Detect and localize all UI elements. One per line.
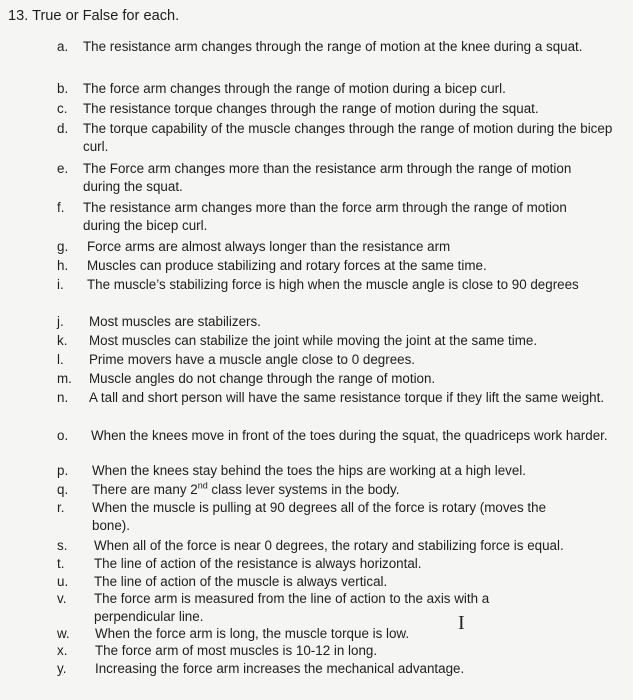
item-letter: g. <box>57 239 69 254</box>
item-letter: a. <box>57 39 69 54</box>
item-text-after: class lever systems in the body. <box>207 482 400 497</box>
item-letter: j. <box>57 314 64 329</box>
item-letter: p. <box>57 463 69 478</box>
item-text: The torque capability of the muscle changes through the range of motion during the bicep curl. <box>83 121 613 154</box>
item-f <box>57 199 593 235</box>
item-letter: i. <box>57 277 64 292</box>
item-text: The muscle’s stabilizing force is high when the muscle angle is close to 90 degrees <box>87 277 579 292</box>
item-l <box>57 351 613 369</box>
item-text: When the force arm is long, the muscle torque is low. <box>95 626 410 641</box>
item-letter: s. <box>57 538 68 553</box>
item-p <box>57 462 623 480</box>
item-b <box>57 80 613 98</box>
item-j <box>57 313 613 331</box>
item-text: The line of action of the resistance is always horizontal. <box>94 556 422 571</box>
item-letter: n. <box>57 390 69 405</box>
item-letter: q. <box>57 482 69 497</box>
item-c <box>57 100 613 118</box>
ordinal-suffix: nd <box>197 480 208 491</box>
item-n <box>57 389 623 425</box>
item-text-before: There are many 2 <box>92 482 198 497</box>
item-h <box>57 257 613 275</box>
item-text: Increasing the force arm increases the mechanical advantage. <box>95 661 465 676</box>
item-text: When the knees stay behind the toes the hips are working at a high level. <box>92 463 526 478</box>
item-text: The line of action of the muscle is always vertical. <box>94 574 388 589</box>
item-letter: f. <box>57 200 65 215</box>
item-t <box>57 555 613 573</box>
item-text: The Force arm changes more than the resistance arm through the range of motion during the squat. <box>83 161 572 194</box>
item-text: When all of the force is near 0 degrees, the rotary and stabilizing force is equal. <box>94 538 564 553</box>
item-s <box>57 537 623 555</box>
item-o <box>57 427 623 463</box>
item-w <box>57 625 623 643</box>
item-letter: e. <box>57 161 69 176</box>
item-letter: o. <box>57 428 69 443</box>
item-letter: r. <box>57 500 65 515</box>
item-text: Muscles can produce stabilizing and rotary forces at the same time. <box>87 258 487 273</box>
item-e <box>57 160 593 196</box>
item-letter: w. <box>57 626 70 641</box>
item-letter: h. <box>57 258 69 273</box>
item-letter: v. <box>57 591 67 606</box>
item-g <box>57 238 613 256</box>
item-letter: b. <box>57 81 69 96</box>
item-letter: x. <box>57 643 68 658</box>
item-text: The resistance torque changes through the range of motion during the squat. <box>83 101 539 116</box>
item-letter: t. <box>57 556 65 571</box>
item-text: The force arm changes through the range of motion during a bicep curl. <box>83 81 506 96</box>
item-text: The force arm is measured from the line of action to the axis with a perpendicular line. <box>94 591 490 624</box>
item-letter: m. <box>57 371 72 386</box>
item-u <box>57 573 613 591</box>
item-q <box>57 481 623 499</box>
item-i <box>57 276 583 312</box>
item-text: Most muscles can stabilize the joint while moving the joint at the same time. <box>89 333 538 348</box>
item-text: Prime movers have a muscle angle close to 0 degrees. <box>89 352 415 367</box>
item-letter: d. <box>57 121 69 136</box>
item-a <box>57 38 613 74</box>
item-d <box>57 120 623 156</box>
item-m <box>57 370 613 388</box>
item-x <box>57 642 623 660</box>
item-letter: y. <box>57 661 67 676</box>
item-text: The resistance arm changes through the range of motion at the knee during a squat. <box>83 39 583 54</box>
item-v <box>57 590 523 626</box>
item-k <box>57 332 623 350</box>
item-text: Muscle angles do not change through the range of motion. <box>89 371 436 386</box>
item-letter: u. <box>57 574 69 589</box>
item-text: A tall and short person will have the same resistance torque if they lift the same weight. <box>89 390 605 405</box>
item-text: The force arm of most muscles is 10-12 in long. <box>95 643 378 658</box>
item-letter: c. <box>57 101 68 116</box>
item-y <box>57 660 623 678</box>
item-text: When the knees move in front of the toes during the squat, the quadriceps work harder. <box>91 428 608 443</box>
item-text: The resistance arm changes more than the force arm through the range of motion during the bicep curl. <box>83 200 567 233</box>
item-letter: k. <box>57 333 68 348</box>
item-r <box>57 499 583 535</box>
question-heading: 13. True or False for each. <box>8 8 180 24</box>
item-letter: l. <box>57 352 64 367</box>
text-cursor-icon: I <box>458 612 465 634</box>
item-text: When the muscle is pulling at 90 degrees all of the force is rotary (moves the bone). <box>92 500 547 533</box>
item-text <box>92 481 623 499</box>
item-text: Force arms are almost always longer than the resistance arm <box>87 239 451 254</box>
item-text: Most muscles are stabilizers. <box>89 314 261 329</box>
